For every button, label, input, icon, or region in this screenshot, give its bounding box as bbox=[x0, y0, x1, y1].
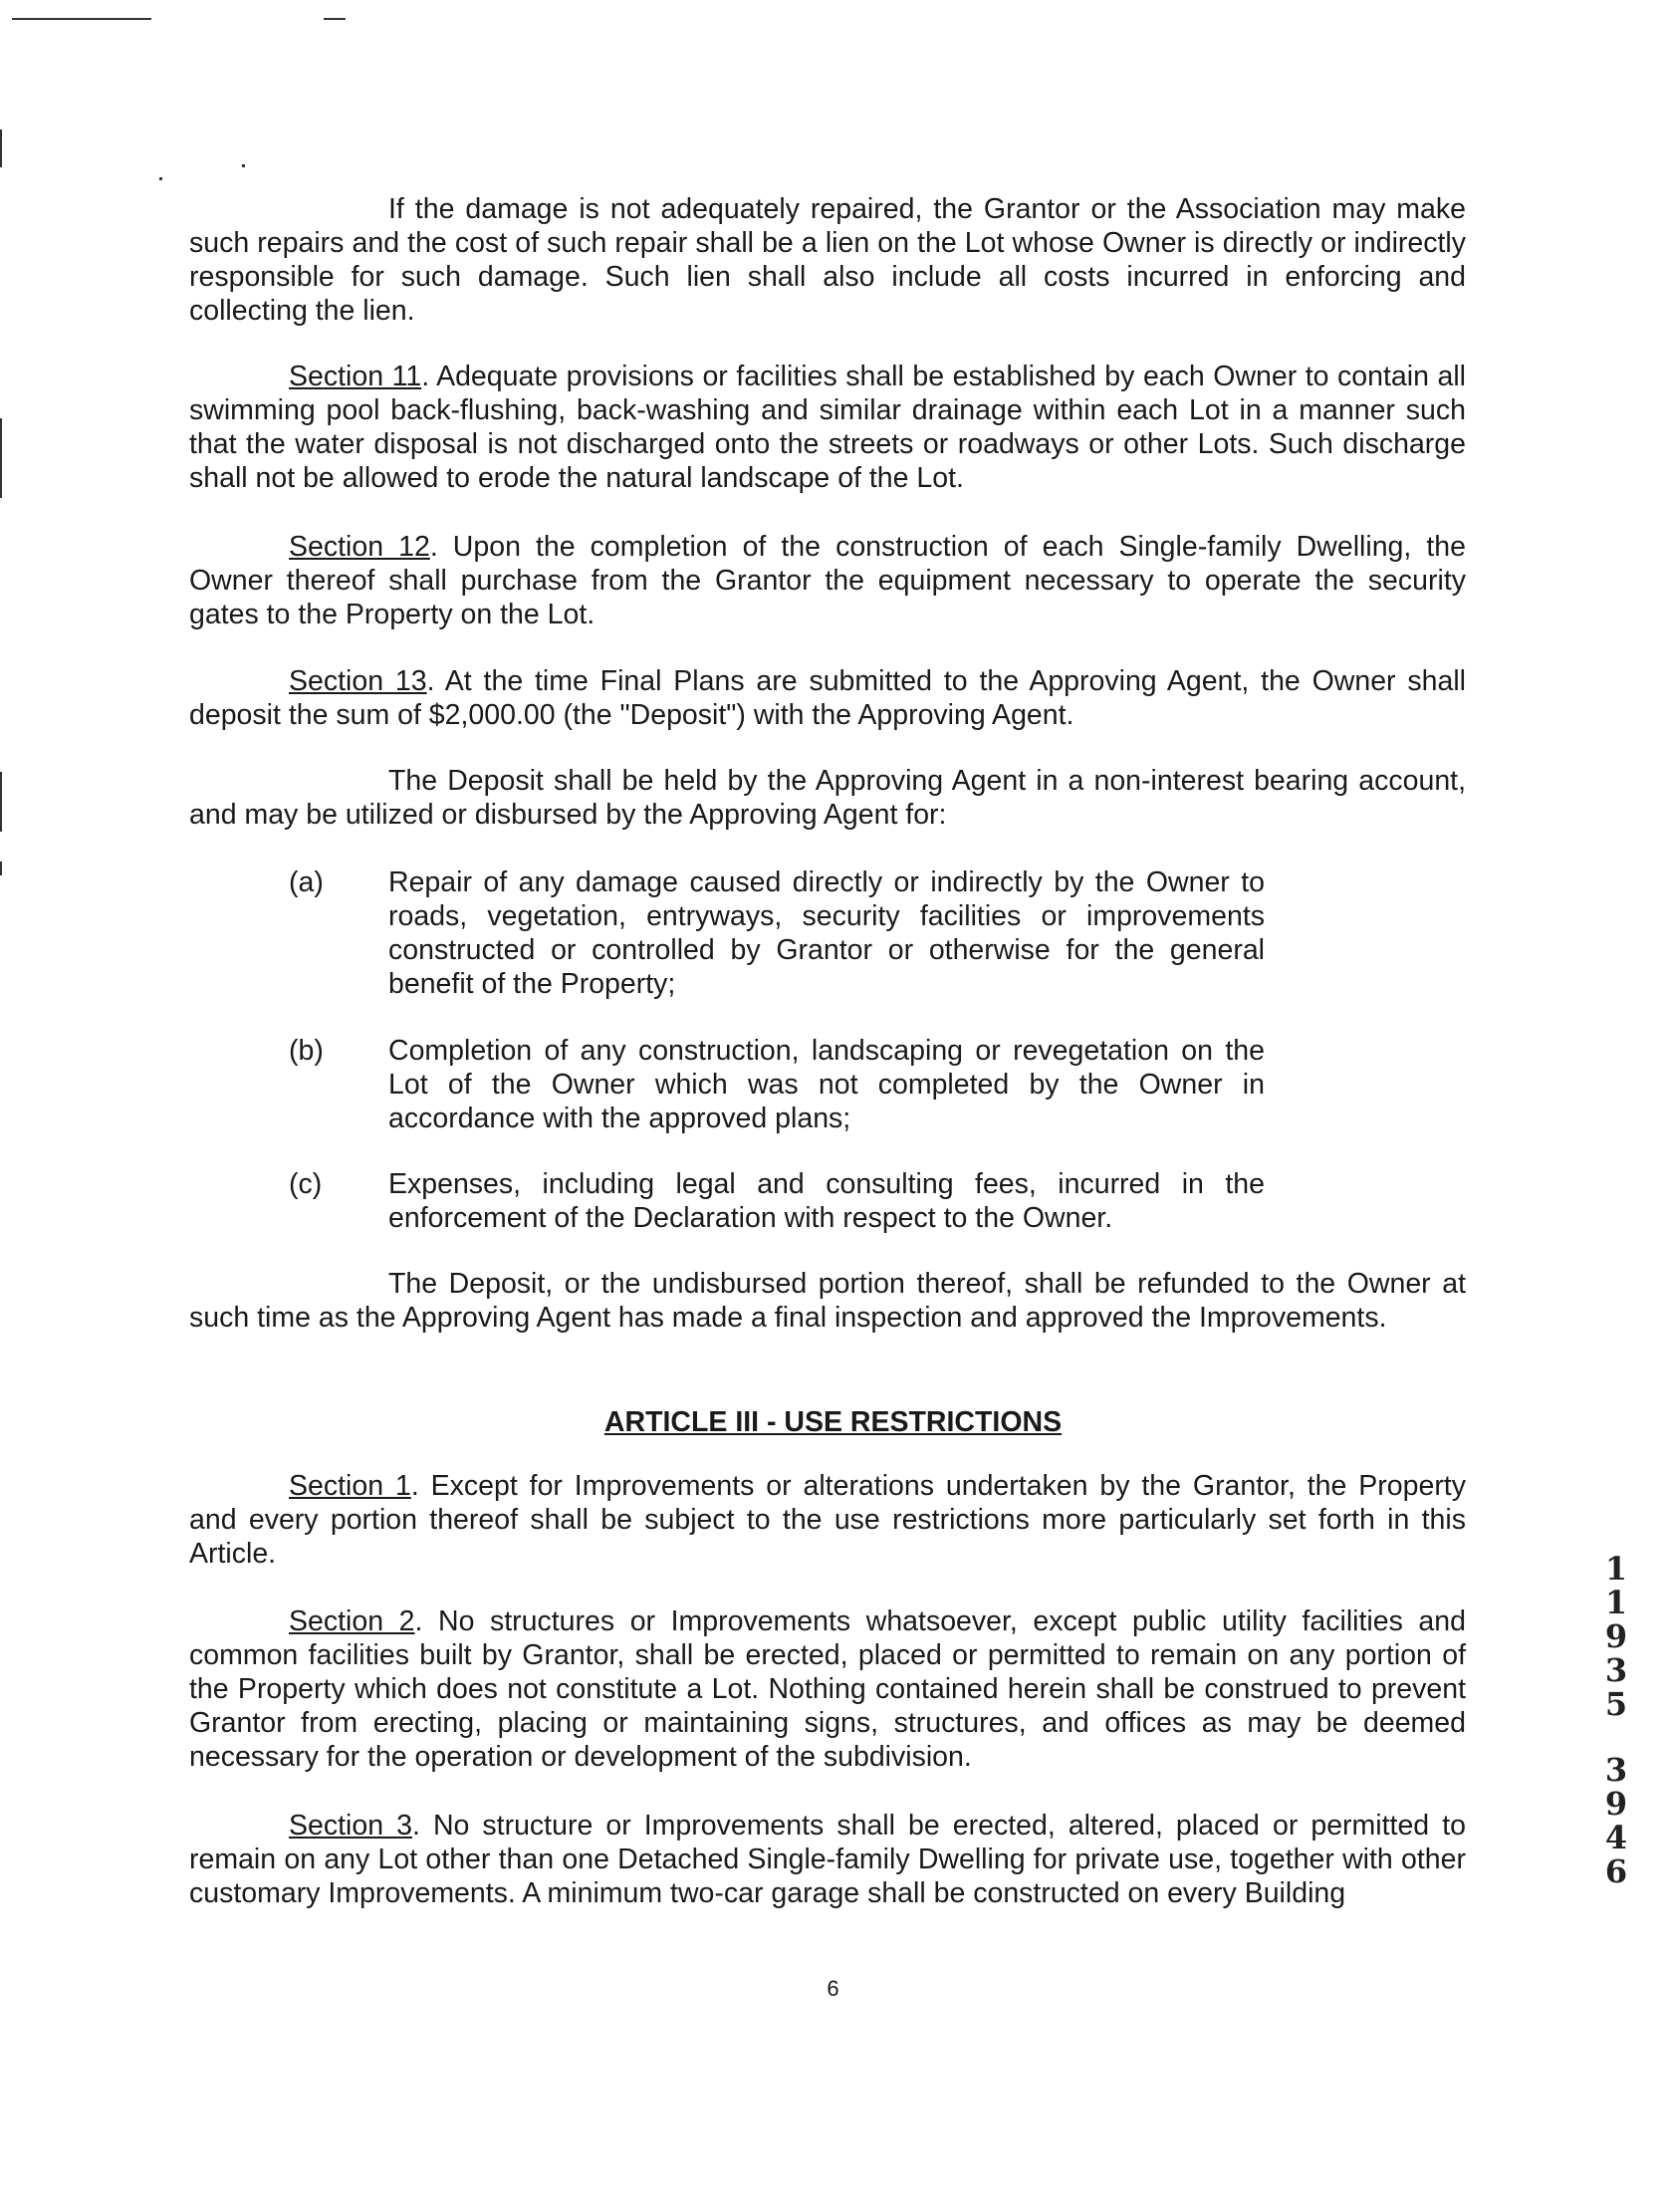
scan-dot-1 bbox=[159, 177, 162, 180]
scan-mark-top-left bbox=[12, 18, 151, 20]
list-letter: (b) bbox=[289, 1035, 324, 1067]
stamp-digit: 3 bbox=[1604, 1651, 1628, 1689]
scan-mark-left-4 bbox=[0, 861, 2, 875]
article-section-1-text: . Except for Improvements or alterations undertaken by the Grantor, the Property and every portion thereof shall be subject to the use restrictions more particularly set forth in this Article. bbox=[189, 1470, 1466, 1570]
article-section-2-paragraph bbox=[189, 1604, 1466, 1774]
scan-mark-left-1 bbox=[0, 129, 2, 167]
stamp-digit: 5 bbox=[1604, 1685, 1628, 1723]
section-12-label: Section 12 bbox=[289, 531, 430, 563]
stamp-digit: 1 bbox=[1604, 1584, 1628, 1621]
list-letter: (a) bbox=[289, 866, 324, 898]
scan-mark-left-2 bbox=[0, 418, 2, 498]
stamp-digit: 6 bbox=[1604, 1852, 1628, 1890]
section-11-label: Section 11 bbox=[289, 361, 422, 392]
list-text: Expenses, including legal and consulting fees, incurred in the enforcement of the Declaration with respect to the Owner. bbox=[388, 1168, 1265, 1234]
list-text: Repair of any damage caused directly or indirectly by the Owner to roads, vegetation, entryways, security facilities or improvements constructed or controlled by Grantor or otherwise for the general benefit of the Property; bbox=[388, 866, 1265, 1000]
stamp-digit: 9 bbox=[1604, 1617, 1628, 1655]
page-number: 6 bbox=[827, 1976, 839, 2001]
recording-stamp-lower bbox=[1596, 1753, 1636, 1888]
article-section-2-text: . No structures or Improvements whatsoever, except public utility facilities and common facilities built by Grantor, shall be erected, placed or permitted to remain on any portion of the Property which does not constitute a Lot. Nothing contained herein shall be construed to prevent Grantor from erecting, placing or maintaining signs, structures, and offices as may be deemed necessary for the operation or development of the subdivision. bbox=[189, 1605, 1466, 1773]
article-section-3-text: . No structure or Improvements shall be erected, altered, placed or permitted to remain on any Lot other than one Detached Single-family Dwelling for private use, together with other customary Improvements. A minimum two-car garage shall be constructed on every Building bbox=[189, 1810, 1466, 1909]
section-13-text: . At the time Final Plans are submitted to the Approving Agent, the Owner shall deposit the sum of $2,000.00 (the "Deposit") with the Approving Agent. bbox=[189, 665, 1466, 731]
article-section-1-paragraph bbox=[189, 1469, 1466, 1571]
section-13-label: Section 13 bbox=[289, 665, 427, 697]
damage-repair-paragraph: If the damage is not adequately repaired, the Grantor or the Association may make such repairs and the cost of such repair shall be a lien on the Lot whose Owner is directly or indirectly responsible for such damage. Such lien shall also include all costs incurred in enforcing and collecting the lien. bbox=[189, 193, 1466, 327]
section-12-text: . Upon the completion of the construction of each Single-family Dwelling, the Owner thereof shall purchase from the Grantor the equipment necessary to operate the security gates to the Property on the Lot. bbox=[189, 531, 1466, 630]
article-section-3-label: Section 3 bbox=[289, 1810, 412, 1842]
stamp-digit: 3 bbox=[1604, 1751, 1628, 1789]
list-text: Completion of any construction, landscaping or revegetation on the Lot of the Owner which was not completed by the Owner in accordance with the approved plans; bbox=[388, 1035, 1265, 1134]
list-letter: (c) bbox=[289, 1168, 323, 1200]
deposit-held-paragraph: The Deposit shall be held by the Approving Agent in a non-interest bearing account, and may be utilized or disbursed by the Approving Agent for: bbox=[189, 765, 1466, 831]
section-13-paragraph bbox=[189, 664, 1466, 732]
article-heading: ARTICLE III - USE RESTRICTIONS bbox=[603, 1406, 1063, 1438]
recording-stamp-upper bbox=[1596, 1552, 1636, 1721]
article-section-2-label: Section 2 bbox=[289, 1605, 415, 1637]
scan-mark-left-3 bbox=[0, 772, 2, 832]
stamp-digit: 4 bbox=[1604, 1819, 1628, 1856]
section-11-paragraph bbox=[189, 360, 1466, 495]
stamp-digit: 1 bbox=[1604, 1550, 1628, 1588]
article-section-3-paragraph bbox=[189, 1809, 1466, 1910]
article-section-1-label: Section 1 bbox=[289, 1470, 411, 1502]
section-12-paragraph bbox=[189, 530, 1466, 631]
scan-dot-2 bbox=[242, 164, 245, 167]
stamp-digit: 9 bbox=[1604, 1785, 1628, 1823]
deposit-refund-paragraph: The Deposit, or the undisbursed portion thereof, shall be refunded to the Owner at such time as the Approving Agent has made a final inspection and approved the Improvements. bbox=[189, 1268, 1466, 1334]
scan-mark-top bbox=[324, 18, 346, 20]
section-11-text: . Adequate provisions or facilities shall be established by each Owner to contain all swimming pool back-flushing, back-washing and similar drainage within each Lot in a manner such that the water disposal is not discharged onto the streets or roadways or other Lots. Such discharge shall not be allowed to erode the natural landscape of the Lot. bbox=[189, 361, 1466, 494]
